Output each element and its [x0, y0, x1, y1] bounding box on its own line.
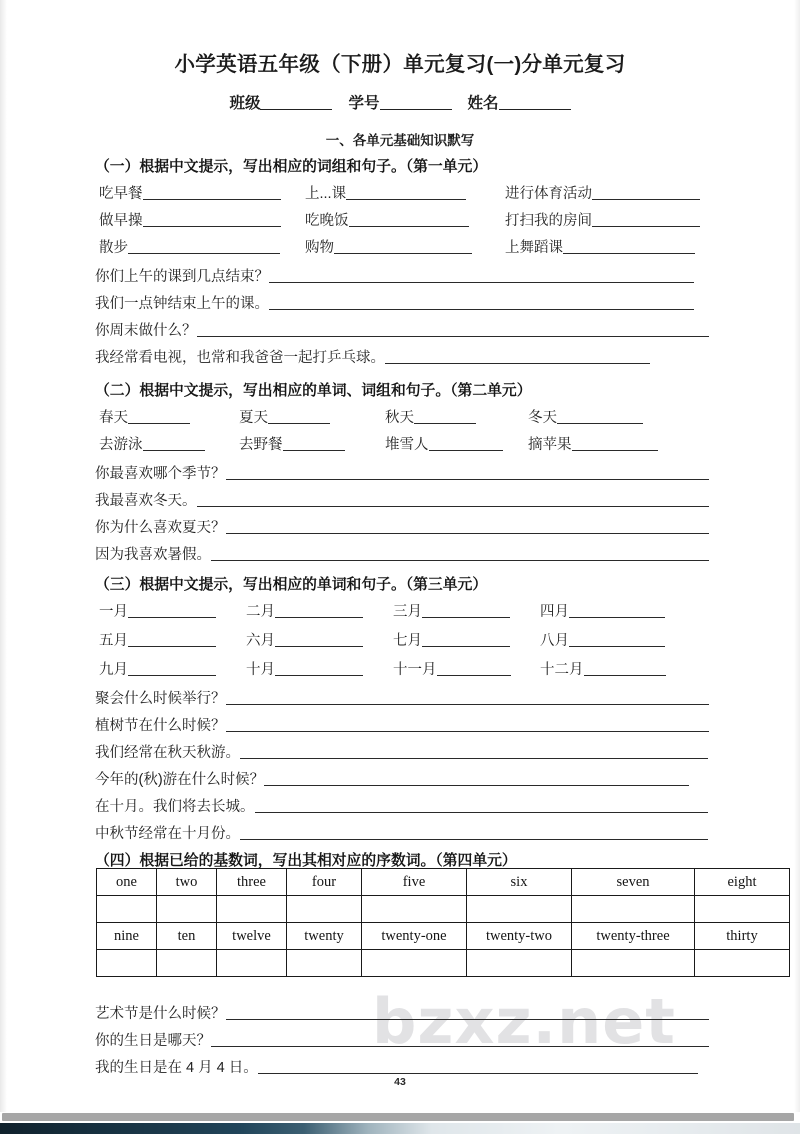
- vocab-item: [99, 182, 281, 203]
- sentence-prompt: 植树节在什么时候？: [95, 718, 226, 734]
- vocab-blank[interactable]: [143, 185, 281, 200]
- month-label: 二月: [246, 604, 275, 620]
- vocab-blank[interactable]: [283, 436, 345, 451]
- sentence-row: [95, 1029, 715, 1050]
- vocab-item: [99, 209, 281, 230]
- horizontal-scrollbar[interactable]: [0, 1112, 800, 1123]
- month-label: 十月: [246, 662, 275, 678]
- table-cell-answer[interactable]: [217, 950, 287, 977]
- sentence-blank[interactable]: [211, 1032, 709, 1047]
- page-title: 小学英语五年级（下册）单元复习(一)分单元复习: [174, 53, 626, 76]
- student-number-label: 学号: [348, 95, 380, 112]
- vocab-label: 吃早餐: [99, 186, 143, 202]
- vocab-item: [99, 433, 205, 454]
- vocab-label: 进行体育活动: [505, 186, 592, 202]
- table-cell-cardinal: three: [217, 869, 287, 896]
- table-cell-cardinal: ten: [157, 923, 217, 950]
- month-item: [246, 629, 363, 650]
- month-label: 八月: [540, 633, 569, 649]
- table-cell-answer[interactable]: [97, 950, 157, 977]
- part3-heading: （三）根据中文提示，写出相应的单词和句子。（第三单元）: [95, 577, 488, 593]
- vocab-item: [505, 236, 695, 257]
- vocab-label: 上舞蹈课: [505, 240, 563, 256]
- sentence-blank[interactable]: [211, 546, 709, 561]
- sentence-row: [95, 265, 715, 286]
- month-item: [99, 629, 216, 650]
- month-label: 四月: [540, 604, 569, 620]
- sentence-prompt: 我们经常在秋天秋游。: [95, 745, 240, 761]
- sentence-row: [95, 1002, 715, 1023]
- table-cell-cardinal: twenty-three: [572, 923, 695, 950]
- month-item: [393, 600, 510, 621]
- vocab-label: 去野餐: [239, 437, 283, 453]
- month-item: [246, 658, 363, 679]
- sentence-blank[interactable]: [226, 1005, 709, 1020]
- table-cell-answer[interactable]: [467, 950, 572, 977]
- vocab-item: [305, 182, 466, 203]
- sentence-row: [95, 462, 715, 483]
- month-label: 七月: [393, 633, 422, 649]
- sentence-prompt: 我最喜欢冬天。: [95, 493, 197, 509]
- vocab-label: 做早操: [99, 213, 143, 229]
- vocab-item: [305, 236, 472, 257]
- month-label: 五月: [99, 633, 128, 649]
- sentence-row: [95, 319, 715, 340]
- table-cell-cardinal: five: [362, 869, 467, 896]
- table-cell-answer[interactable]: [287, 896, 362, 923]
- name-label: 姓名: [467, 95, 499, 112]
- name-blank[interactable]: [499, 94, 571, 110]
- sentence-prompt: 因为我喜欢暑假。: [95, 547, 211, 563]
- month-label: 六月: [246, 633, 275, 649]
- sentence-blank[interactable]: [197, 492, 709, 507]
- sentence-prompt: 我的生日是在 4 月 4 日。: [95, 1060, 258, 1076]
- sentence-blank[interactable]: [269, 268, 694, 283]
- month-item: [393, 629, 510, 650]
- sentence-blank[interactable]: [255, 798, 708, 813]
- table-cell-cardinal: four: [287, 869, 362, 896]
- vocab-blank[interactable]: [557, 409, 643, 424]
- sentence-prompt: 我经常看电视，也常和我爸爸一起打乒乓球。: [95, 350, 385, 366]
- class-blank[interactable]: [260, 94, 332, 110]
- table-cell-cardinal: seven: [572, 869, 695, 896]
- month-blank[interactable]: [275, 661, 363, 676]
- sentence-prompt: 你周末做什么？: [95, 323, 197, 339]
- sentence-blank[interactable]: [197, 322, 709, 337]
- sentence-row: [95, 292, 715, 313]
- vocab-item: [528, 406, 643, 427]
- sentence-row: [95, 346, 715, 367]
- vocab-item: [505, 209, 700, 230]
- sentence-prompt: 你最喜欢哪个季节？: [95, 466, 226, 482]
- table-cell-answer[interactable]: [695, 950, 790, 977]
- next-page-preview: [0, 1123, 800, 1134]
- sentence-blank[interactable]: [226, 465, 709, 480]
- student-number-blank[interactable]: [380, 94, 452, 110]
- page-number: 43: [394, 1076, 406, 1088]
- sentence-row: [95, 543, 715, 564]
- month-item: [540, 600, 665, 621]
- vocab-item: [99, 236, 280, 257]
- sentence-prompt: 你的生日是哪天？: [95, 1033, 211, 1049]
- table-cell-cardinal: two: [157, 869, 217, 896]
- vocab-item: [385, 406, 476, 427]
- vocab-item: [99, 406, 190, 427]
- sentence-row: [95, 1056, 715, 1077]
- month-label: 三月: [393, 604, 422, 620]
- table-cell-answer[interactable]: [97, 896, 157, 923]
- vocab-item: [239, 433, 345, 454]
- vocab-label: 春天: [99, 410, 128, 426]
- scan-edge-right: [794, 0, 800, 1112]
- sentence-row: [95, 687, 715, 708]
- vocab-label: 吃晚饭: [305, 213, 349, 229]
- table-cell-answer[interactable]: [572, 950, 695, 977]
- table-cell-cardinal: twelve: [217, 923, 287, 950]
- vocab-blank[interactable]: [268, 409, 330, 424]
- table-cell-cardinal: thirty: [695, 923, 790, 950]
- table-cell-answer[interactable]: [467, 896, 572, 923]
- sentence-prompt: 你为什么喜欢夏天？: [95, 520, 226, 536]
- month-blank[interactable]: [569, 603, 665, 618]
- table-row-answers-2: [97, 950, 790, 977]
- table-cell-cardinal: one: [97, 869, 157, 896]
- table-cell-answer[interactable]: [362, 896, 467, 923]
- vocab-label: 上...课: [305, 186, 347, 202]
- table-cell-answer[interactable]: [217, 896, 287, 923]
- section-heading: 一、各单元基础知识默写: [325, 133, 475, 148]
- sentence-prompt: 今年的(秋)游在什么时候？: [95, 772, 265, 788]
- sentence-blank[interactable]: [240, 744, 708, 759]
- vocab-item: [505, 182, 700, 203]
- month-label: 十二月: [540, 662, 584, 678]
- month-item: [99, 658, 216, 679]
- sentence-blank[interactable]: [385, 349, 650, 364]
- sentence-prompt: 在十月。我们将去长城。: [95, 799, 255, 815]
- sentence-blank[interactable]: [264, 771, 689, 786]
- month-blank[interactable]: [275, 603, 363, 618]
- month-item: [99, 600, 216, 621]
- table-cell-answer[interactable]: [287, 950, 362, 977]
- sentence-blank[interactable]: [269, 295, 694, 310]
- sentence-row: [95, 741, 715, 762]
- table-cell-answer[interactable]: [572, 896, 695, 923]
- sentence-row: [95, 795, 715, 816]
- vocab-blank[interactable]: [349, 212, 469, 227]
- month-label: 十一月: [393, 662, 437, 678]
- sentence-prompt: 艺术节是什么时候？: [95, 1006, 226, 1022]
- sentence-prompt: 我们一点钟结束上午的课。: [95, 296, 269, 312]
- month-item: [246, 600, 363, 621]
- vocab-label: 夏天: [239, 410, 268, 426]
- sentence-blank[interactable]: [240, 825, 708, 840]
- month-blank[interactable]: [437, 661, 511, 676]
- sentence-blank[interactable]: [226, 690, 709, 705]
- vocab-blank[interactable]: [414, 409, 476, 424]
- month-label: 九月: [99, 662, 128, 678]
- table-cell-answer[interactable]: [157, 896, 217, 923]
- table-cell-cardinal: six: [467, 869, 572, 896]
- vocab-label: 打扫我的房间: [505, 213, 592, 229]
- table-cell-answer[interactable]: [157, 950, 217, 977]
- sentence-blank[interactable]: [226, 519, 709, 534]
- month-label: 一月: [99, 604, 128, 620]
- vocab-blank[interactable]: [346, 185, 466, 200]
- vocab-label: 冬天: [528, 410, 557, 426]
- table-cell-cardinal: twenty-one: [362, 923, 467, 950]
- table-cell-cardinal: eight: [695, 869, 790, 896]
- watermark: bzxz.net: [372, 985, 676, 1058]
- scan-edge-left: [0, 0, 7, 1112]
- sentence-row: [95, 822, 715, 843]
- vocab-blank[interactable]: [128, 239, 280, 254]
- vocab-item: [305, 209, 469, 230]
- part4-heading: （四）根据已给的基数词，写出其相对应的序数词。（第四单元）: [95, 853, 517, 869]
- scrollbar-thumb[interactable]: [2, 1113, 794, 1121]
- sentence-prompt: 聚会什么时候举行？: [95, 691, 226, 707]
- month-blank[interactable]: [128, 603, 216, 618]
- sentence-blank[interactable]: [226, 717, 709, 732]
- month-blank[interactable]: [275, 632, 363, 647]
- vocab-label: 去游泳: [99, 437, 143, 453]
- vocab-item: [385, 433, 503, 454]
- vocab-blank[interactable]: [143, 436, 205, 451]
- sentence-row: [95, 768, 715, 789]
- sentence-prompt: 你们上午的课到几点结束？: [95, 269, 269, 285]
- vocab-label: 购物: [305, 240, 334, 256]
- vocab-blank[interactable]: [592, 212, 700, 227]
- vocab-blank[interactable]: [334, 239, 472, 254]
- vocab-blank[interactable]: [429, 436, 503, 451]
- vocab-label: 散步: [99, 240, 128, 256]
- table-row-answers-1: [97, 896, 790, 923]
- sentence-row: [95, 516, 715, 537]
- month-blank[interactable]: [128, 661, 216, 676]
- part1-heading: （一）根据中文提示，写出相应的词组和句子。（第一单元）: [95, 159, 488, 175]
- table-row-cardinals-1: [97, 869, 790, 896]
- part2-heading: （二）根据中文提示，写出相应的单词、词组和句子。（第二单元）: [95, 383, 532, 399]
- month-blank[interactable]: [584, 661, 666, 676]
- month-item: [540, 629, 665, 650]
- vocab-blank[interactable]: [592, 185, 700, 200]
- table-cell-cardinal: twenty: [287, 923, 362, 950]
- vocab-item: [239, 406, 330, 427]
- vocab-blank[interactable]: [572, 436, 658, 451]
- sentence-blank[interactable]: [258, 1059, 698, 1074]
- vocab-blank[interactable]: [563, 239, 695, 254]
- sentence-prompt: 中秋节经常在十月份。: [95, 826, 240, 842]
- vocab-blank[interactable]: [143, 212, 281, 227]
- table-cell-cardinal: twenty-two: [467, 923, 572, 950]
- vocab-item: [528, 433, 658, 454]
- month-item: [393, 658, 511, 679]
- month-item: [540, 658, 666, 679]
- ordinal-number-table: [96, 868, 790, 977]
- sentence-row: [95, 489, 715, 510]
- month-blank[interactable]: [422, 603, 510, 618]
- student-id-line: [0, 91, 800, 113]
- table-row-cardinals-2: [97, 923, 790, 950]
- vocab-label: 秋天: [385, 410, 414, 426]
- class-label: 班级: [229, 95, 261, 112]
- table-cell-answer[interactable]: [695, 896, 790, 923]
- vocab-label: 摘苹果: [528, 437, 572, 453]
- vocab-blank[interactable]: [128, 409, 190, 424]
- vocab-label: 堆雪人: [385, 437, 429, 453]
- table-cell-answer[interactable]: [362, 950, 467, 977]
- month-blank[interactable]: [569, 632, 665, 647]
- table-cell-cardinal: nine: [97, 923, 157, 950]
- sentence-row: [95, 714, 715, 735]
- month-blank[interactable]: [128, 632, 216, 647]
- month-blank[interactable]: [422, 632, 510, 647]
